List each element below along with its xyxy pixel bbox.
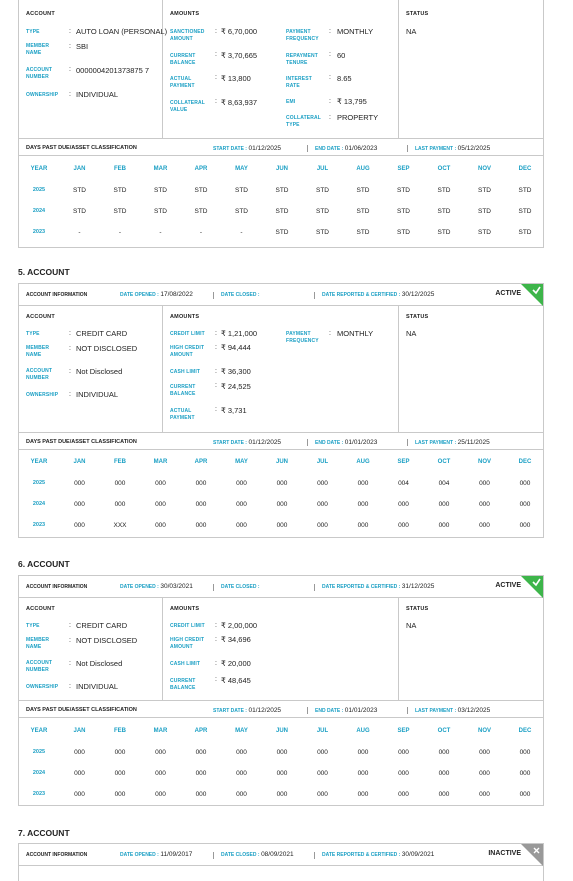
account-number-value: 0000004201373875 7 (76, 66, 149, 75)
dpd-cell: 000 (155, 770, 166, 777)
dpd-row (19, 229, 543, 243)
last-payment-date: 25/11/2025 (457, 439, 490, 446)
dpd-cell: 000 (479, 791, 490, 798)
account-number-value: Not Disclosed (76, 367, 123, 376)
amounts-heading: AMOUNTS (170, 11, 200, 17)
dpd-cell: STD (113, 187, 127, 194)
date-reported: 30/12/2025 (401, 291, 435, 298)
dpd-cell: 000 (195, 770, 207, 777)
dpd-cell: 000 (74, 770, 85, 777)
account-6-title: 6. ACCOUNT (18, 559, 70, 569)
dpd-cell: STD (275, 208, 289, 215)
inactive-close-icon (521, 844, 543, 866)
cash-limit-value: ₹ 20,000 (221, 659, 251, 668)
dpd-cell: 000 (195, 501, 207, 508)
current-balance-value: ₹ 3,70,665 (221, 51, 258, 60)
month-header: MAR (153, 459, 168, 465)
dpd-cell: 000 (236, 480, 247, 487)
month-header: MAY (235, 166, 248, 172)
dpd-cell: - (118, 229, 122, 236)
dpd-cell: 000 (317, 501, 328, 508)
dpd-cell: STD (478, 229, 491, 236)
dpd-cell: STD (397, 229, 410, 236)
dpd-cell: STD (397, 187, 410, 194)
active-check-icon (521, 576, 543, 598)
cash-limit-value: ₹ 36,300 (221, 367, 251, 376)
month-header: JUN (275, 728, 288, 734)
status-value: NA (406, 27, 417, 36)
actual-payment-label: ACTUAL PAYMENT (170, 76, 195, 89)
dpd-cell: 000 (114, 791, 126, 798)
date-reported: 30/09/2021 (401, 851, 435, 858)
month-header: SEP (397, 166, 410, 172)
month-header: NOV (477, 459, 491, 465)
dpd-cell: 000 (276, 791, 288, 798)
actual-payment-value: ₹ 13,800 (221, 74, 251, 83)
dpd-cell: STD (518, 208, 532, 215)
end-date: 01/06/2023 (344, 145, 378, 152)
collateral-type-value: PROPERTY (337, 113, 379, 122)
dpd-cell: STD (275, 187, 289, 194)
account-7-title: 7. ACCOUNT (18, 828, 70, 838)
dpd-cell: 000 (276, 501, 288, 508)
dpd-cell: 000 (74, 501, 85, 508)
dpd-cell: - (78, 229, 81, 236)
dpd-cell: 000 (398, 501, 409, 508)
dpd-cell: XXX (113, 522, 127, 529)
dpd-row (19, 187, 543, 201)
end-date: 01/01/2023 (344, 707, 378, 714)
dpd-cell: STD (73, 187, 86, 194)
date-opened: 30/03/2021 (160, 583, 193, 590)
dpd-cell: 000 (357, 480, 369, 487)
current-balance-value: ₹ 24,525 (221, 382, 251, 391)
months-header (19, 728, 543, 742)
collateral-type-label: COLLATERAL TYPE (286, 115, 321, 128)
date-reported: 31/12/2025 (401, 583, 435, 590)
year-column-header: YEAR (30, 728, 48, 734)
account-number-value: Not Disclosed (76, 659, 123, 668)
tenure-label: REPAYMENT TENURE (286, 53, 318, 66)
month-header: JUL (316, 459, 329, 465)
year-cell: 2025 (32, 749, 46, 755)
month-header: JUL (316, 166, 329, 172)
dpd-cell: 000 (155, 501, 166, 508)
tenure-value: 60 (337, 51, 346, 60)
dpd-cell: 000 (519, 770, 531, 777)
dpd-cell: 000 (236, 501, 247, 508)
dpd-cell: 000 (74, 480, 85, 487)
dpd-cell: 000 (317, 791, 328, 798)
month-header: APR (194, 166, 208, 172)
dpd-row (19, 480, 543, 494)
ownership-value: INDIVIDUAL (76, 390, 119, 399)
dpd-cell: 000 (114, 480, 126, 487)
payment-frequency-value: MONTHLY (337, 329, 374, 338)
year-cell: 2023 (32, 229, 46, 235)
dpd-header: DAYS PAST DUE/ASSET CLASSIFICATION START DATE : 01/12/2025 END DATE : 01/01/2023 LAST PAYMENT : 25/11/2025 (19, 432, 543, 450)
month-header: SEP (397, 459, 410, 465)
dpd-cell: STD (235, 208, 248, 215)
status-value: NA (406, 329, 417, 338)
dpd-cell: 000 (398, 522, 409, 529)
month-header: MAR (153, 166, 168, 172)
dpd-cell: STD (478, 187, 491, 194)
month-header: OCT (437, 166, 451, 172)
dpd-cell: 000 (317, 522, 328, 529)
dpd-cell: 000 (195, 791, 207, 798)
account-state: INACTIVE (488, 850, 521, 857)
dpd-cell: 000 (519, 791, 531, 798)
dpd-cell: 000 (398, 791, 409, 798)
dpd-cell: STD (478, 208, 491, 215)
months-header (19, 166, 543, 180)
dpd-row (19, 791, 543, 805)
dpd-cell: 000 (317, 749, 328, 756)
dpd-cell: 000 (438, 791, 450, 798)
month-header: APR (194, 728, 208, 734)
dpd-cell: 000 (195, 480, 207, 487)
month-header: OCT (437, 459, 451, 465)
dpd-cell: 000 (398, 749, 409, 756)
collateral-value-label: COLLATERAL VALUE (170, 100, 205, 113)
emi-label: EMI (286, 99, 296, 105)
account-heading: ACCOUNT (26, 11, 55, 17)
dpd-row (19, 770, 543, 784)
month-header: AUG (356, 459, 370, 465)
sanctioned-value: ₹ 6,70,000 (221, 27, 258, 36)
ownership-label: OWNERSHIP (26, 92, 59, 98)
dpd-cell: 000 (276, 770, 288, 777)
dpd-cell: 000 (195, 522, 207, 529)
month-header: JUL (316, 728, 329, 734)
dpd-cell: 000 (438, 770, 450, 777)
year-cell: 2025 (32, 480, 46, 486)
emi-value: ₹ 13,795 (337, 97, 367, 106)
year-cell: 2023 (32, 522, 46, 528)
month-header: MAY (235, 728, 248, 734)
high-credit-value: ₹ 34,696 (221, 635, 251, 644)
date-closed: 08/09/2021 (261, 851, 294, 858)
dpd-cell: 000 (155, 522, 166, 529)
dpd-cell: 000 (236, 770, 247, 777)
dpd-cell: STD (518, 229, 532, 236)
month-header: DEC (518, 728, 532, 734)
dpd-cell: 004 (398, 480, 409, 487)
year-cell: 2024 (32, 208, 46, 214)
account-5-card: ACCOUNT INFORMATION DATE OPENED : 17/08/2022 DATE CLOSED : DATE REPORTED & CERTIFIED : 30/12/2025 ACTIVE ACCOUNT TYPE : CREDIT CARD MEMBER NAME : NOT DISCLOSED ACCOUNT NUMBER : Not Disclosed OWNERSHIP : INDIVIDUAL AMOUNTS CREDIT LIMIT : ₹ 1,21,000 HIGH CREDIT AMOUNT : ₹ 94,444 CASH LIMIT : ₹ 36,300 CURRENT BALANCE : ₹ 24,525 ACTUAL PAYMENT : ₹ 3,731 PAYMENT FREQUENCY : MONTHLY STATUS NA DAYS PAST DUE/ASSET CLASSIFICATION START DATE : 01/12/2025 END DATE : 01/01/2023 LAST PAYMENT : 25/11/2025 YEAR JAN FEB MAR APR MAY JUN JUL AUG SEP OCT NOV DEC 2025 000 000 000 000 000 000 000 000 004 004 000 000 2024 000 000 000 000 000 000 000 000 000 000 000 000 2023 000 XXX 000 000 000 000 000 000 000 000 000 000 (18, 283, 544, 538)
dpd-cell: 000 (479, 480, 490, 487)
month-header: SEP (397, 728, 410, 734)
month-header: DEC (518, 166, 532, 172)
dpd-cell: - (199, 229, 203, 236)
months-header (19, 459, 543, 473)
type-value: AUTO LOAN (PERSONAL) (76, 27, 168, 36)
credit-limit-value: ₹ 1,21,000 (221, 329, 258, 338)
member-value: NOT DISCLOSED (76, 636, 138, 645)
dpd-cell: STD (437, 229, 451, 236)
dpd-cell: 000 (236, 749, 247, 756)
year-column-header: YEAR (30, 166, 48, 172)
dpd-cell: STD (316, 187, 329, 194)
account-info-bar: ACCOUNT INFORMATION DATE OPENED : 17/08/2022 DATE CLOSED : DATE REPORTED & CERTIFIED : 30/12/2025 ACTIVE (19, 284, 543, 306)
actual-payment-value: ₹ 3,731 (221, 406, 247, 415)
start-date: 01/12/2025 (248, 145, 282, 152)
end-date: 01/01/2023 (344, 439, 378, 446)
collateral-value-value: ₹ 8,63,937 (221, 98, 258, 107)
month-header: JUN (275, 459, 288, 465)
month-header: DEC (518, 459, 532, 465)
type-value: CREDIT CARD (76, 329, 128, 338)
credit-limit-value: ₹ 2,00,000 (221, 621, 258, 630)
dpd-cell: 000 (438, 522, 450, 529)
start-date: 01/12/2025 (248, 707, 282, 714)
account-info-bar: ACCOUNT INFORMATION DATE OPENED : 30/03/2021 DATE CLOSED : DATE REPORTED & CERTIFIED : 31/12/2025 ACTIVE (19, 576, 543, 598)
dpd-cell: STD (397, 208, 410, 215)
type-label: TYPE (26, 29, 40, 35)
dpd-row (19, 501, 543, 515)
dpd-row (19, 522, 543, 536)
account-state: ACTIVE (495, 290, 521, 297)
month-header: MAR (153, 728, 168, 734)
start-date: 01/12/2025 (248, 439, 282, 446)
account-4-card: ACCOUNT TYPE : AUTO LOAN (PERSONAL) MEMBER NAME : SBI ACCOUNT NUMBER : 0000004201373875 7 OWNERSHIP : INDIVIDUAL AMOUNTS SANCTIONED AMOUNT : ₹ 6,70,000 CURRENT BALANCE : ₹ 3,70,665 ACTUAL PAYMENT : ₹ 13,800 COLLATERAL VALUE : ₹ 8,63,937 PAYMENT FREQUENCY : MONTHLY REPAYMENT TENURE : 60 INTEREST RATE : 8.65 EMI : ₹ 13,795 COLLATERAL TYPE : PROPERTY STATUS NA DAYS PAST DUE/ASSET CLASSIFICATION START DATE : 01/12/2025 END DATE : 01/06/2023 LAST PAYMENT : 05/12/2025 YEAR JAN FEB MAR APR MAY JUN JUL AUG SEP OCT NOV DEC 2025 STD STD STD STD STD STD STD STD STD STD STD STD 2024 STD STD STD STD STD STD STD STD STD STD STD STD 2023 - - - - - STD STD STD STD STD STD STD (18, 0, 544, 248)
dpd-cell: - (159, 229, 162, 236)
dpd-cell: 000 (438, 501, 450, 508)
status-heading: STATUS (406, 11, 429, 17)
dpd-cell: STD (356, 187, 370, 194)
dpd-cell: 000 (398, 770, 409, 777)
dpd-cell: STD (275, 229, 289, 236)
dpd-cell: 000 (236, 522, 247, 529)
dpd-cell: STD (356, 208, 370, 215)
dpd-cell: 000 (479, 501, 490, 508)
dpd-cell: 000 (317, 770, 328, 777)
month-header: JUN (275, 166, 288, 172)
dpd-cell: 000 (155, 480, 166, 487)
dpd-cell: 000 (357, 791, 369, 798)
high-credit-value: ₹ 94,444 (221, 343, 251, 352)
dpd-cell: 000 (357, 522, 369, 529)
dpd-cell: 000 (479, 749, 490, 756)
month-header: NOV (477, 728, 491, 734)
dpd-cell: STD (316, 229, 329, 236)
dpd-cell: 000 (519, 480, 531, 487)
account-state: ACTIVE (495, 582, 521, 589)
dpd-cell: 000 (519, 749, 531, 756)
account-info-bar: ACCOUNT INFORMATION DATE OPENED : 11/09/2017 DATE CLOSED : 08/09/2021 DATE REPORTED & CERTIFIED : 30/09/2021 INACTIVE (19, 844, 543, 866)
month-header: JAN (73, 459, 86, 465)
member-value: NOT DISCLOSED (76, 344, 138, 353)
month-header: AUG (356, 166, 370, 172)
dpd-cell: 000 (155, 749, 166, 756)
dpd-cell: 000 (114, 770, 126, 777)
month-header: NOV (477, 166, 491, 172)
interest-label: INTEREST RATE (286, 76, 312, 89)
month-header: JAN (73, 166, 86, 172)
dpd-cell: 000 (276, 749, 288, 756)
dpd-cell: STD (437, 187, 451, 194)
dpd-cell: 004 (438, 480, 450, 487)
status-value: NA (406, 621, 417, 630)
dpd-cell: STD (73, 208, 86, 215)
ownership-value: INDIVIDUAL (76, 90, 119, 99)
year-cell: 2024 (32, 501, 46, 507)
sanctioned-label: SANCTIONED AMOUNT (170, 29, 205, 42)
month-header: AUG (356, 728, 370, 734)
member-value: SBI (76, 42, 89, 51)
last-payment-date: 05/12/2025 (457, 145, 491, 152)
year-cell: 2025 (32, 187, 46, 193)
type-value: CREDIT CARD (76, 621, 128, 630)
date-opened: 17/08/2022 (160, 291, 193, 298)
dpd-row (19, 749, 543, 763)
account-number-label: ACCOUNT NUMBER (26, 67, 53, 80)
year-cell: 2024 (32, 770, 46, 776)
dpd-cell: 000 (519, 501, 531, 508)
dpd-cell: 000 (479, 770, 490, 777)
ownership-value: INDIVIDUAL (76, 682, 119, 691)
last-payment-date: 03/12/2025 (457, 707, 491, 714)
dpd-cell: 000 (519, 522, 531, 529)
dpd-title: DAYS PAST DUE/ASSET CLASSIFICATION (26, 145, 137, 151)
dpd-cell: 000 (195, 749, 207, 756)
dpd-cell: 000 (357, 501, 369, 508)
dpd-cell: 000 (479, 522, 490, 529)
current-balance-value: ₹ 48,645 (221, 676, 251, 685)
interest-value: 8.65 (337, 74, 352, 83)
dpd-cell: STD (316, 208, 329, 215)
date-opened: 11/09/2017 (160, 851, 193, 858)
dpd-cell: STD (518, 187, 532, 194)
dpd-cell: 000 (357, 749, 369, 756)
dpd-cell: 000 (357, 770, 369, 777)
active-check-icon (521, 284, 543, 306)
year-column-header: YEAR (30, 459, 48, 465)
month-header: JAN (73, 728, 86, 734)
dpd-cell: STD (235, 187, 248, 194)
dpd-cell: 000 (276, 522, 288, 529)
dpd-cell: 000 (74, 749, 85, 756)
month-header: FEB (114, 166, 126, 172)
dpd-cell: 000 (114, 501, 126, 508)
payment-frequency-label: PAYMENT FREQUENCY (286, 29, 319, 42)
account-5-title: 5. ACCOUNT (18, 267, 70, 277)
account-6-card: ACCOUNT INFORMATION DATE OPENED : 30/03/2021 DATE CLOSED : DATE REPORTED & CERTIFIED : 31/12/2025 ACTIVE ACCOUNT TYPE : CREDIT CARD MEMBER NAME : NOT DISCLOSED ACCOUNT NUMBER : Not Disclosed OWNERSHIP : INDIVIDUAL AMOUNTS CREDIT LIMIT : ₹ 2,00,000 HIGH CREDIT AMOUNT : ₹ 34,696 CASH LIMIT : ₹ 20,000 CURRENT BALANCE : ₹ 48,645 STATUS NA DAYS PAST DUE/ASSET CLASSIFICATION START DATE : 01/12/2025 END DATE : 01/01/2023 LAST PAYMENT : 03/12/2025 YEAR JAN FEB MAR APR MAY JUN JUL AUG SEP OCT NOV DEC 2025 000 000 000 000 000 000 000 000 000 000 000 000 2024 000 000 000 000 000 000 000 000 000 000 000 000 2023 000 000 000 000 000 000 000 000 000 000 000 000 (18, 575, 544, 806)
dpd-cell: STD (356, 229, 370, 236)
dpd-cell: 000 (74, 522, 85, 529)
account-7-card (18, 843, 544, 881)
dpd-header: DAYS PAST DUE/ASSET CLASSIFICATION START DATE : 01/12/2025 END DATE : 01/01/2023 LAST PAYMENT : 03/12/2025 (19, 700, 543, 718)
month-header: FEB (114, 459, 126, 465)
dpd-cell: 000 (276, 480, 288, 487)
dpd-cell: STD (194, 187, 208, 194)
member-label: MEMBER NAME (26, 43, 50, 56)
month-header: OCT (437, 728, 451, 734)
dpd-cell: STD (437, 208, 451, 215)
dpd-cell: - (240, 229, 243, 236)
month-header: MAY (235, 459, 248, 465)
dpd-header: DAYS PAST DUE/ASSET CLASSIFICATION START DATE : 01/12/2025 END DATE : 01/06/2023 LAST PAYMENT : 05/12/2025 (19, 138, 543, 156)
dpd-cell: 000 (317, 480, 328, 487)
current-balance-label: CURRENT BALANCE (170, 53, 196, 66)
dpd-cell: 000 (155, 791, 166, 798)
dpd-cell: 000 (236, 791, 247, 798)
dpd-cell: STD (194, 208, 208, 215)
year-cell: 2023 (32, 791, 46, 797)
dpd-cell: STD (154, 208, 167, 215)
dpd-cell: STD (113, 208, 127, 215)
dpd-row (19, 208, 543, 222)
month-header: FEB (114, 728, 126, 734)
payment-frequency-value: MONTHLY (337, 27, 374, 36)
dpd-cell: STD (154, 187, 167, 194)
dpd-cell: 000 (74, 791, 85, 798)
month-header: APR (194, 459, 208, 465)
dpd-cell: 000 (114, 749, 126, 756)
dpd-cell: 000 (438, 749, 450, 756)
